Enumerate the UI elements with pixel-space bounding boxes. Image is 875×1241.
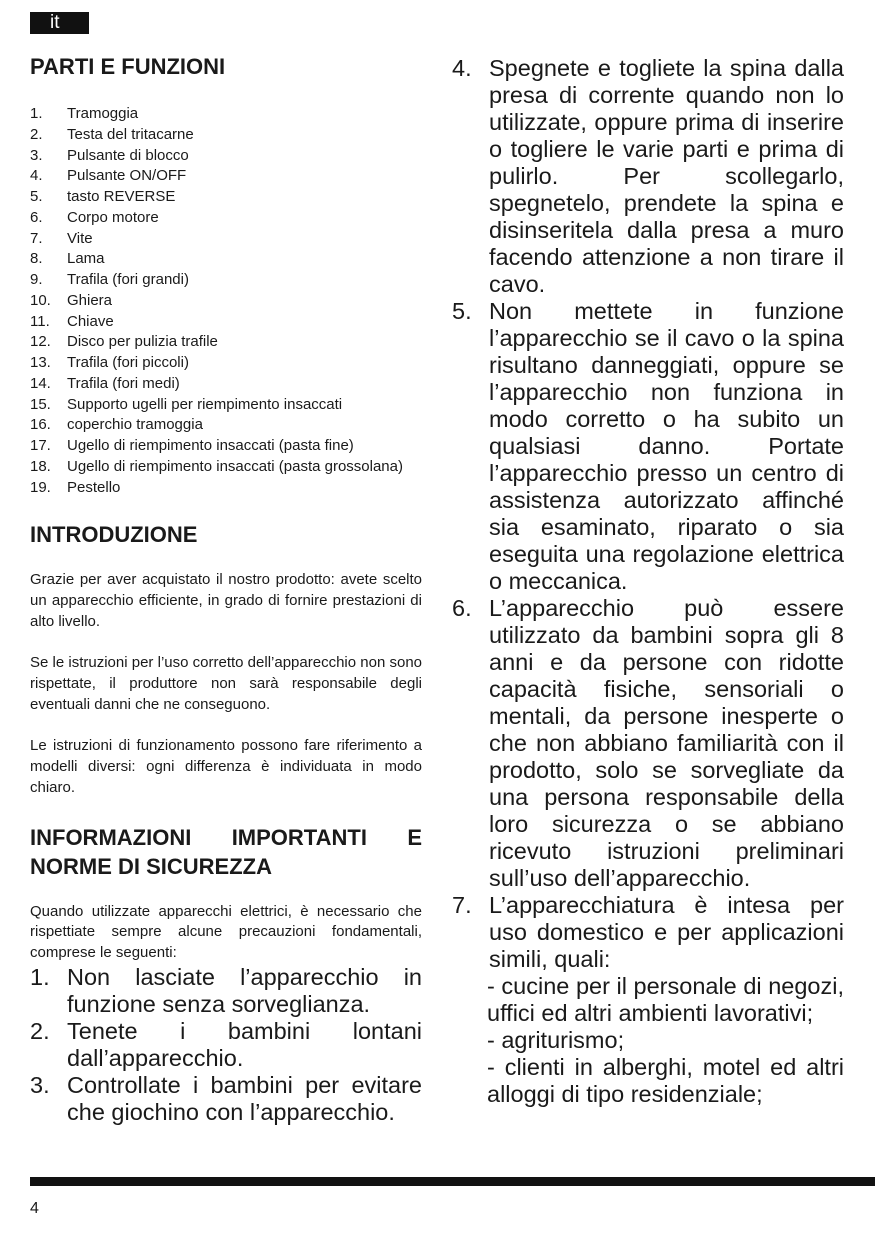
list-item: 6. Corpo motore [30, 208, 159, 226]
footer-rule [30, 1177, 875, 1186]
list-item: 14. Trafila (fori medi) [30, 374, 180, 392]
list-item: 13. Trafila (fori piccoli) [30, 354, 189, 371]
list-item: 18. Ugello di riempimento insaccati (pasta grossolana) [30, 457, 403, 475]
sub-item: - cucine per il personale di negozi, uffici ed altri ambienti lavorativi; [487, 973, 844, 1026]
sub-item: - clienti in alberghi, motel ed altri alloggi di tipo residenziale; [487, 1054, 844, 1107]
list-item: 11. Chiave [30, 312, 114, 330]
list-item: 5. tasto REVERSE [30, 188, 176, 205]
list-item: 7. L’apparecchiatura è intesa per uso domestico e per applicazioni simili, quali: [452, 892, 844, 972]
page-number: 4 [30, 1200, 39, 1217]
right-column [452, 55, 844, 1108]
list-item: 1. Non lasciate l’apparecchio in funzione senza sorveglianza. [30, 963, 422, 1017]
list-item: 3. Controllate i bambini per evitare che giochino con l’apparecchio. [30, 1071, 422, 1125]
list-item: 6. L’apparecchio può essere utilizzato da bambini sopra gli 8 anni e da persone con ridotte capacità fisiche, sensoriali o mentali, da persone inesperte o che non abbiano familiarità con il prodotto, solo se sorvegliate da una persona responsabile della loro sicurezza o se abbiano ricevuto istruzioni preliminari sull’uso dell’apparecchio. [452, 595, 844, 891]
parts-heading: PARTI E FUNZIONI [30, 54, 226, 79]
list-item: 4. Spegnete e togliete la spina dalla presa di corrente quando non lo utilizzate, oppure prima di inserire o togliere le varie parti e prima di pulirlo. Per scollegarlo, spegnetelo, prendete la spina e disinseritela dalla presa a muro facendo attenzione a non tirare il cavo. [452, 55, 844, 297]
list-item: 12. Disco per pulizia trafile [30, 333, 218, 351]
list-item: 9. Trafila (fori grandi) [30, 271, 189, 288]
intro-paragraph-3: Le istruzioni di funzionamento possono fare riferimento a modelli diversi: ogni differenza è individuata in modo chiaro. [30, 737, 422, 796]
intro-paragraph-1: Grazie per aver acquistato il nostro prodotto: avete scelto un apparecchio efficiente, in grado di fornire prestazioni di alto livello. [30, 571, 422, 630]
list-item: 4. Pulsante ON/OFF [30, 167, 187, 185]
list-item: 10. Ghiera [30, 291, 113, 309]
list-item: 15. Supporto ugelli per riempimento insaccati [30, 395, 343, 413]
list-item: 3. Pulsante di blocco [30, 146, 189, 164]
list-item: 5. Non mettete in funzione l’apparecchio se il cavo o la spina risultano danneggiati, oppure se l’apparecchio non funziona in modo corretto o ha subito un qualsiasi danno. Portate l’apparecchio presso un centro di assistenza autorizzato affinché sia esaminato, riparato o sia eseguita una regolazione elettrica o meccanica. [452, 298, 844, 594]
safety-heading-line-2: NORME DI SICUREZZA [30, 853, 272, 879]
language-tag: it [30, 12, 89, 34]
list-item: 8. Lama [30, 250, 105, 268]
intro-paragraph-2: Se le istruzioni per l’uso corretto dell’apparecchio non sono rispettate, il produttore non sarà responsabile degli eventuali danni che ne conseguono. [30, 654, 422, 713]
parts-list [30, 104, 422, 498]
safety-intro: Quando utilizzate apparecchi elettrici, è necessario che rispettiate sempre alcune precauzioni fondamentali, comprese le seguenti: [30, 902, 422, 961]
list-item: 2. Tenete i bambini lontani dall’apparecchio. [30, 1017, 422, 1071]
list-item: 19. Pestello [30, 478, 121, 496]
list-item: 17. Ugello di riempimento insaccati (pasta fine) [30, 437, 354, 454]
safety-list-left [30, 964, 422, 1126]
safety-heading-line-1: INFORMAZIONI IMPORTANTI E [30, 824, 422, 850]
sub-item: - agriturismo; [487, 1027, 625, 1053]
list-item: 2. Testa del tritacarne [30, 125, 194, 143]
left-column [30, 52, 422, 1126]
list-item: 16. coperchio tramoggia [30, 416, 203, 434]
safety-list-right [452, 55, 844, 973]
list-item: 7. Vite [30, 229, 93, 247]
list-item: 1. Tramoggia [30, 105, 139, 122]
intro-heading: INTRODUZIONE [30, 522, 198, 548]
